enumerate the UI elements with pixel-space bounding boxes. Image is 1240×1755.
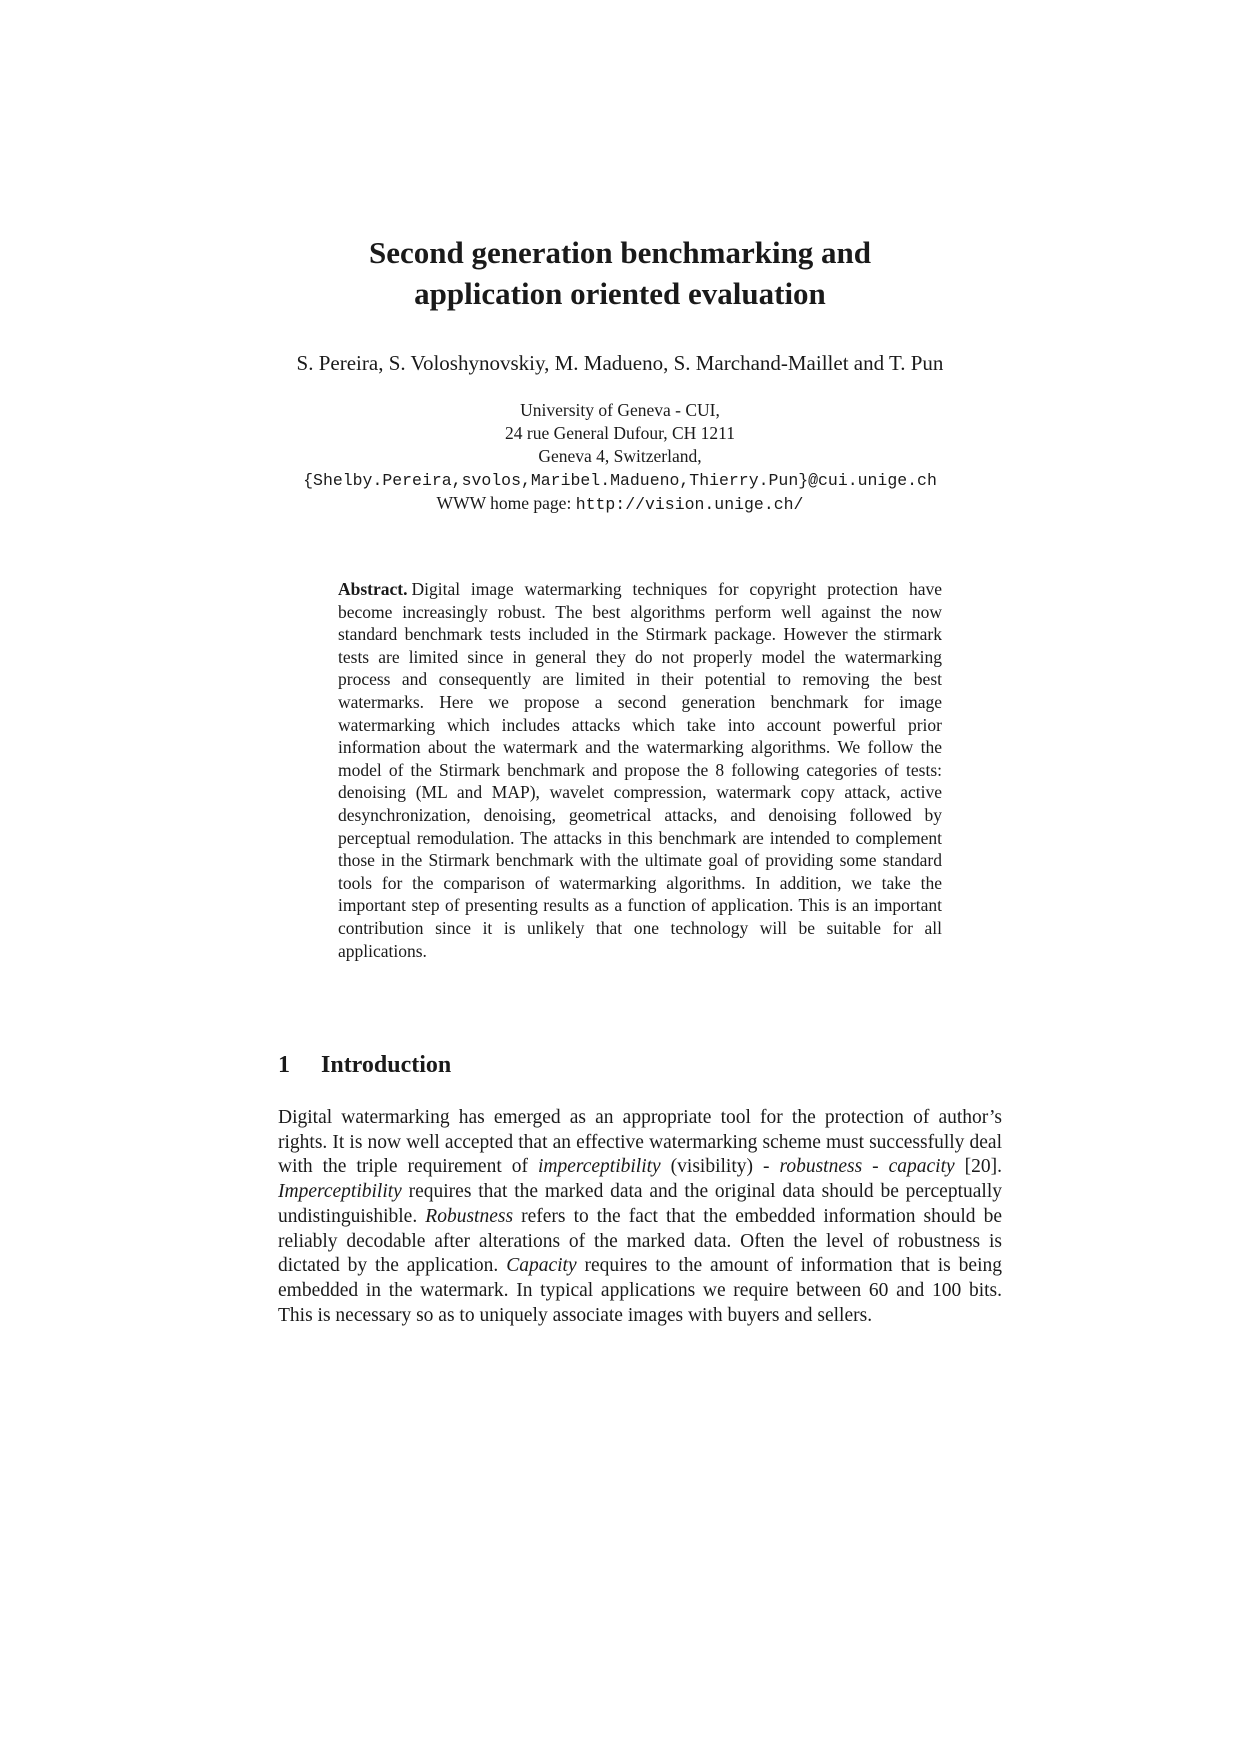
term-imperceptibility-cap: Imperceptibility	[278, 1181, 402, 1203]
homepage-label: WWW home page:	[436, 492, 572, 513]
homepage-line	[0, 492, 1240, 516]
intro-text-6: refers to the fact that the embedded information should be reliably decodable after alterations of the marked data. Often the level of robustness is dictated by the application.	[278, 1205, 1003, 1277]
abstract-text: Digital image watermarking techniques for copyright protection have become increasingly robust. The best algorithms perform well against the now standard benchmark tests included in the Stirmark package. However the stirmark tests are limited since in general they do not properly model the watermarking process and consequently are limited in their potential to removing the best watermarks. Here we propose a second generation benchmark for image watermarking which includes attacks which take into account powerful prior information about the watermark and the watermarking algorithms. We follow the model of the Stirmark benchmark and propose the 8 following categories of tests: denoising (ML and MAP), wavelet compression, watermark copy attack, active desynchronization, denoising, geometrical attacks, and denoising followed by perceptual remodulation. The attacks in this benchmark are intended to complement those in the Stirmark benchmark with the ultimate goal of providing some standard tools for the comparison of watermarking algorithms. In addition, we take the important step of presenting results as a function of application. This is an important contribution since it is unlikely that one technology will be suitable for all applications.	[338, 579, 942, 961]
homepage-link[interactable]: http://vision.unige.ch/	[575, 494, 804, 514]
intro-text-7: requires to the amount of information that is being embedded in the watermark. In typical applications we require between 60 and 100 bits. This is necessary so as to uniquely associate images with buyers and sellers.	[278, 1255, 1002, 1326]
affiliation-block	[0, 399, 1240, 516]
intro-text-1: Digital watermarking has emerged as an appropriate tool for the protection of author’s rights. It is now well accepted that an effective watermarking scheme must successfully deal with the triple requirement of	[278, 1107, 1002, 1178]
affiliation-line-2: 24 rue General Dufour, CH 1211	[505, 423, 735, 444]
intro-text-5: requires that the marked data and the original data should be perceptually undistinguishible.	[278, 1181, 1002, 1227]
section-title: Introduction	[321, 1052, 452, 1078]
section-number: 1	[278, 1052, 290, 1078]
title-line-2: application oriented evaluation	[414, 276, 826, 311]
intro-text-3: -	[862, 1156, 889, 1178]
paper-title	[0, 232, 1240, 314]
term-capacity: capacity	[888, 1156, 955, 1178]
abstract-label: Abstract.	[338, 579, 408, 599]
section-heading	[278, 1050, 451, 1080]
abstract	[338, 578, 942, 962]
term-capacity-cap: Capacity	[506, 1255, 577, 1277]
intro-text-4: [20].	[954, 1156, 1003, 1178]
intro-paragraph	[278, 1106, 1002, 1328]
author-emails: {Shelby.Pereira,svolos,Maribel.Madueno,Thierry.Pun}@cui.unige.ch	[303, 470, 937, 490]
affiliation-line-1: University of Geneva - CUI,	[520, 400, 720, 420]
term-imperceptibility: imperceptibility	[537, 1156, 661, 1178]
affiliation-line-3: Geneva 4, Switzerland,	[538, 446, 702, 467]
term-robustness: robustness	[779, 1156, 863, 1178]
title-line-1: Second generation benchmarking and	[368, 235, 872, 270]
author-list: S. Pereira, S. Voloshynovskiy, M. Madueno, S. Marchand-Maillet and T. Pun	[296, 351, 944, 375]
term-robustness-cap: Robustness	[425, 1205, 514, 1227]
intro-text-2: (visibility) -	[660, 1156, 780, 1178]
